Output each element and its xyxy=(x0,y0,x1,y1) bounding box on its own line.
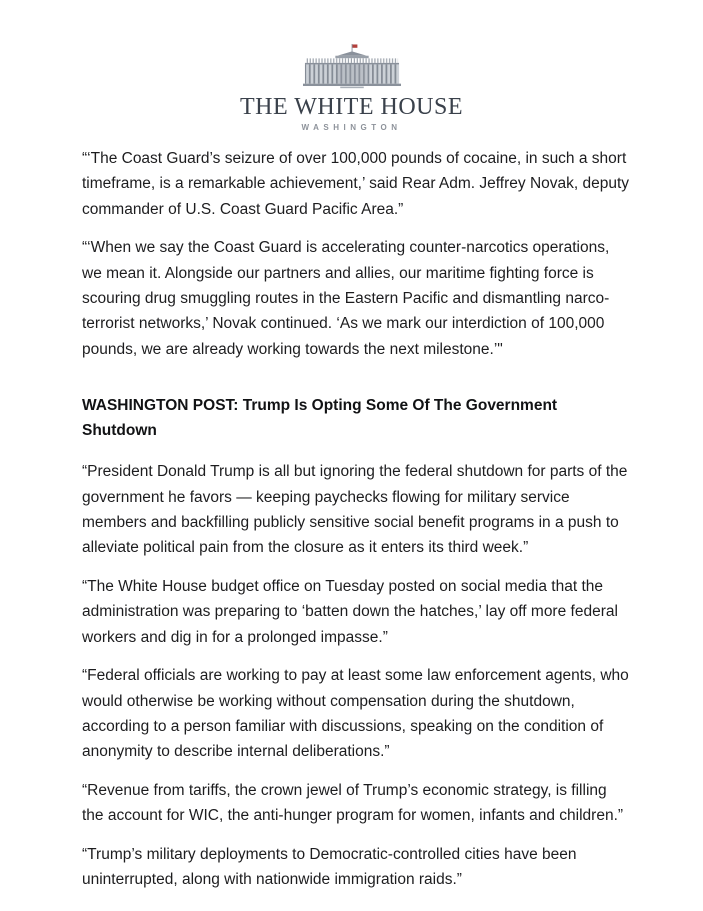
paragraph-coast-guard-quote-2: “‘When we say the Coast Guard is accelerating counter-narcotics operations, we mean it. Alongside our partners and allies, our maritime fighting force is scouring drug smuggling routes in the Eastern Pacific and dismantling narco-terrorist networks,’ Novak continued. ‘As we mark our interdiction of 100,000 pounds, we are already working towards the next milestone.’" xyxy=(82,239,610,358)
letterhead xyxy=(0,0,703,133)
article-body xyxy=(82,146,630,892)
letterhead-title: THE WHITE HOUSE xyxy=(239,94,464,120)
paragraph-shutdown-1: “President Donald Trump is all but ignoring the federal shutdown for parts of the government he favors — keeping paychecks flowing for military service members and backfilling publicly sensitive social benefit programs in a push to alleviate political pain from the closure as it enters its third week.” xyxy=(82,463,628,557)
letterhead-subtitle: WASHINGTON xyxy=(301,123,402,132)
paragraph-shutdown-4: “Revenue from tariffs, the crown jewel of Trump’s economic strategy, is filling the account for WIC, the anti-hunger program for women, infants and children.” xyxy=(82,781,624,825)
paragraph-coast-guard-quote-1: “‘The Coast Guard’s seizure of over 100,000 pounds of cocaine, in such a short timeframe, is a remarkable achievement,’ said Rear Adm. Jeffrey Novak, deputy commander of U.S. Coast Guard Pacific Area.” xyxy=(82,150,630,218)
paragraph-shutdown-5: “Trump’s military deployments to Democratic-controlled cities have been uninterrupted, along with nationwide immigration raids.” xyxy=(82,845,577,888)
paragraph-shutdown-3: “Federal officials are working to pay at least some law enforcement agents, who would otherwise be working without compensation during the shutdown, according to a person familiar with discussions, speaking on the condition of anonymity to describe internal deliberations.” xyxy=(82,667,629,761)
white-house-building-icon xyxy=(303,42,401,92)
section-heading-washington-post: WASHINGTON POST: Trump Is Opting Some Of The Government Shutdown xyxy=(82,397,558,440)
paragraph-shutdown-2: “The White House budget office on Tuesday posted on social media that the administration was preparing to ‘batten down the hatches,’ lay off more federal workers and dig in for a prolonged impasse.” xyxy=(82,577,618,646)
white-house-logo xyxy=(0,42,703,92)
